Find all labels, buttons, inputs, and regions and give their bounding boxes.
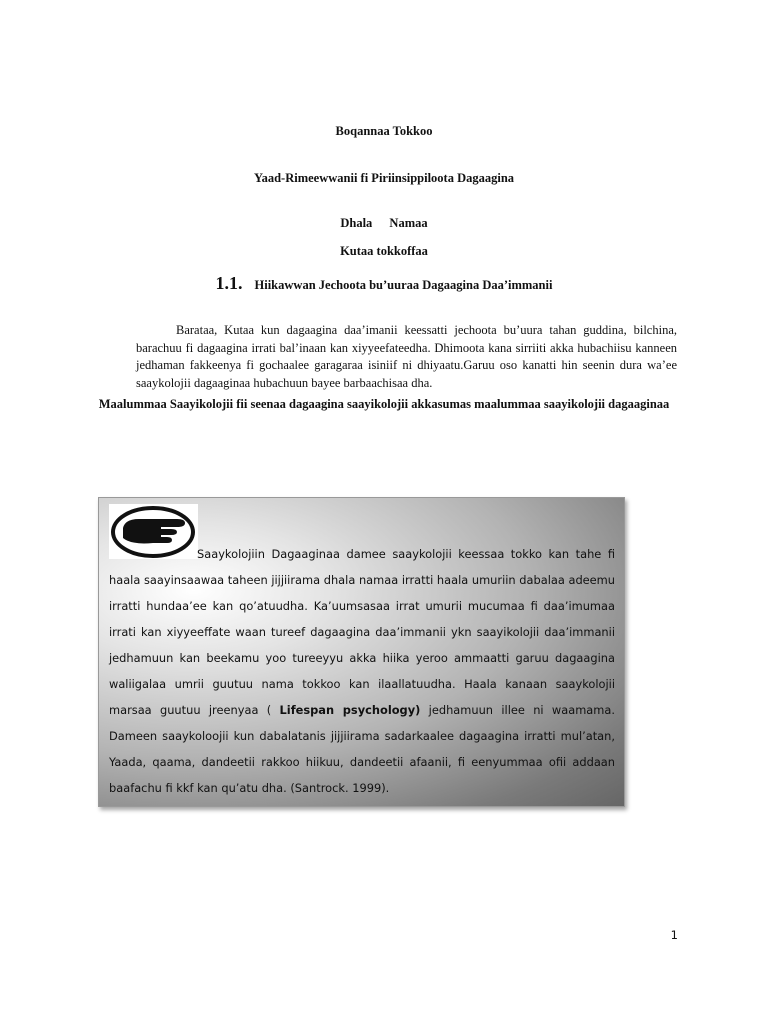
definition-text-part2: jedhamuun illee ni waamama. Dameen saaykoloojii kun dabalatanis jijjiirama sadarkaalee dagaagina irratti mul’atan, Yaada, qaama, dandeetii rakkoo hiikuu, dandeetii afaanii, fi eenyummaa ofii addaan baafachu fi kkf kan qu’atu dha. (Santrock. 1999).: [109, 703, 615, 795]
chapter-title: Boqannaa Tokkoo: [335, 124, 433, 138]
section-title: Hiikawwan Jechoota bu’uuraa Dagaagina Daa’immanii: [254, 278, 553, 292]
lesson-title: Kutaa tokkoffaa: [340, 244, 428, 258]
section-number: 1.1.: [215, 273, 243, 293]
subsection-heading: Maalummaa Saayikolojii fii seenaa dagaagina saayikolojii akkasumas maalummaa saayikolojii dagaaginaa: [98, 397, 670, 411]
definition-text-part1: Saaykolojiin Dagaaginaa damee saaykolojii keessaa tokko kan tahe fi haala saayinsaawaa taheen jijjiirama dhala namaa irratti haala umuriin dabalaa adeemu irratti hundaa’ee kan qo’atuudha. Ka’uumsasaa irrat umurii mucumaa fi daa’imumaa irrati kan xiyyeeffate waan tureef dagaagina daa’immanii ykn saayikolojii daa’immanii jedhamuun kan beekamu yoo tureeyyu akka hiika yeroo ammaatti garuu dagaagina waliigalaa umrii guutuu nama tokkoo kan ilaallatuudha. Haala kanaan saaykolojii marsaa guutuu jreenyaa (: [109, 547, 615, 717]
part-title: Dhala Namaa: [340, 216, 428, 230]
chapter-subtitle: Yaad-Rimeewwanii fi Piriinsippiloota Dagaagina: [253, 171, 515, 185]
page-number: 1: [670, 928, 678, 942]
definition-text: [109, 541, 615, 801]
lifespan-psychology-term: Lifespan psychology): [279, 703, 421, 717]
section-heading: [0, 273, 768, 294]
intro-paragraph: Barataa, Kutaa kun dagaagina daa’imanii keessatti jechoota bu’uura tahan guddina, bilchina, barachuu fi dagaagina irrati bal’inaan kan xiyyeefateedha. Dhimoota kana sirriiti akka hubachiisu kanneen jedhaman fakkeenya fi gochaalee garagaraa isiniif ni dhiyaatu.Garuu oso kanatti hin seenin dura wa’ee saaykolojii dagaaginaa hubachuun bayee barbaachisaa dha.: [136, 323, 677, 390]
definition-box: [98, 497, 625, 807]
